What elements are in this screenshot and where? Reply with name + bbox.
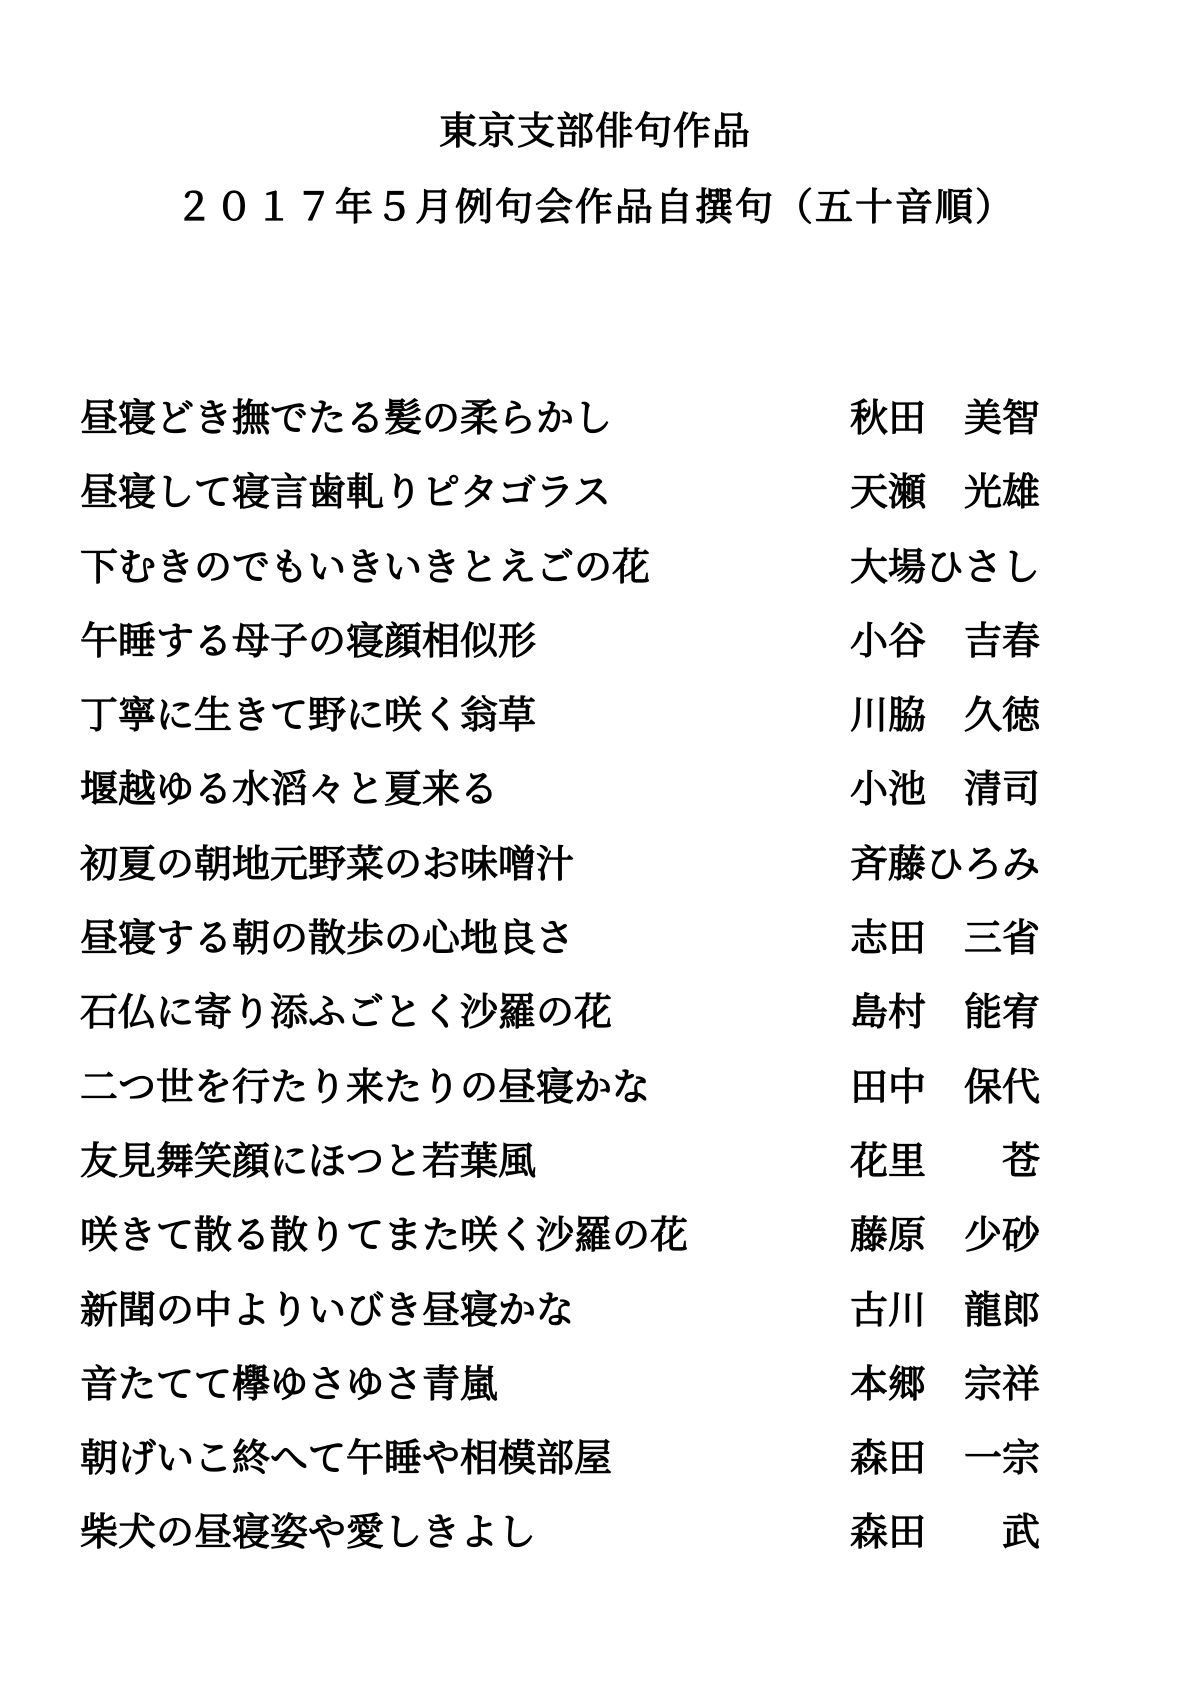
haiku-row (80, 1504, 1100, 1578)
haiku-author: 秋田 美智 (850, 396, 1041, 440)
haiku-author: 花里 苍 (850, 1138, 1041, 1183)
haiku-text: 友見舞笑顔にほつと若葉風 (80, 1138, 537, 1183)
document-title: 東京支部俳句作品 (438, 109, 751, 153)
haiku-text: 昼寝する朝の散歩の心地良さ (80, 916, 575, 961)
haiku-author: 古川 龍郎 (850, 1287, 1041, 1332)
haiku-text: 咲きて散る散りてまた咲く沙羅の花 (80, 1213, 689, 1258)
haiku-row (80, 1207, 1100, 1281)
haiku-text: 新聞の中よりいびき昼寝かな (80, 1287, 575, 1332)
haiku-author: 本郷 宗祥 (850, 1361, 1041, 1406)
haiku-text: 初夏の朝地元野菜のお味噌汁 (80, 841, 575, 886)
haiku-row (80, 984, 1100, 1058)
haiku-text: 朝げいこ終へて午睡や相模部屋 (80, 1436, 613, 1481)
haiku-row (80, 539, 1100, 613)
haiku-author: 田中 保代 (850, 1064, 1041, 1109)
haiku-text: 柴犬の昼寝姿や愛しきよし (80, 1510, 537, 1555)
haiku-author: 川脇 久徳 (850, 693, 1041, 738)
haiku-row (80, 761, 1100, 835)
haiku-author: 小池 清司 (850, 767, 1041, 812)
haiku-author: 小谷 吉春 (850, 618, 1041, 663)
haiku-text: 午睡する母子の寝顔相似形 (80, 618, 537, 663)
haiku-row (80, 1430, 1100, 1504)
haiku-text: 昼寝どき撫でたる髪の柔らかし (80, 396, 613, 440)
haiku-text: 堰越ゆる水滔々と夏来る (80, 767, 499, 812)
haiku-author: 斉藤ひろみ (850, 841, 1041, 886)
haiku-row (80, 613, 1100, 687)
haiku-row (80, 687, 1100, 761)
document-subtitle: ２０１７年５月例句会作品自撰句（五十音順） (174, 185, 1015, 229)
haiku-author: 森田 武 (850, 1510, 1041, 1555)
haiku-author: 天瀬 光雄 (850, 470, 1041, 515)
haiku-text: 丁寧に生きて野に咲く翁草 (80, 693, 537, 738)
haiku-row (80, 1133, 1100, 1207)
haiku-row (80, 910, 1100, 984)
haiku-text: 昼寝して寝言歯軋りピタゴラス (80, 470, 611, 515)
haiku-text: 下むきのでもいきいきとえごの花 (80, 544, 651, 589)
haiku-row (80, 1282, 1100, 1356)
haiku-author: 大場ひさし (850, 544, 1041, 589)
haiku-row (80, 1059, 1100, 1133)
haiku-author: 藤原 少砂 (850, 1213, 1041, 1258)
haiku-row (80, 464, 1100, 538)
haiku-author: 島村 能宥 (850, 990, 1041, 1035)
haiku-row (80, 836, 1100, 910)
haiku-text: 二つ世を行たり来たりの昼寝かな (80, 1064, 651, 1109)
haiku-row (80, 390, 1100, 464)
haiku-author: 志田 三省 (850, 916, 1041, 961)
haiku-list (80, 390, 1100, 1579)
haiku-author: 森田 一宗 (850, 1436, 1041, 1481)
haiku-text: 石仏に寄り添ふごとく沙羅の花 (80, 990, 613, 1035)
haiku-row (80, 1356, 1100, 1430)
haiku-text: 音たてて欅ゆさゆさ青嵐 (80, 1361, 499, 1406)
